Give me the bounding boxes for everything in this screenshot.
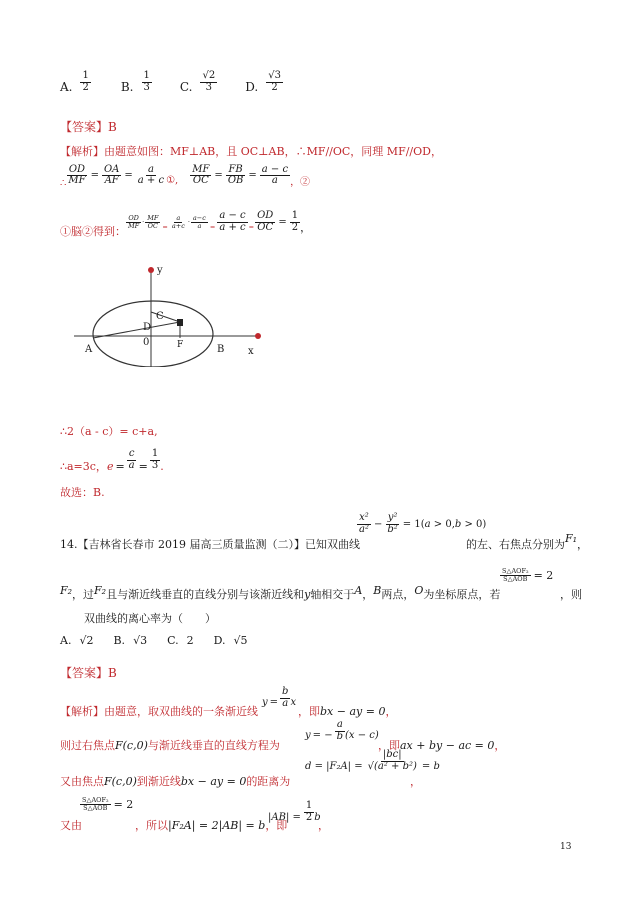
step2-frac2-den: 3	[151, 459, 159, 471]
a3-frac-den: √(a² + b²)	[367, 760, 417, 772]
eq3-small4-den: a	[197, 221, 202, 230]
q14-line2	[60, 586, 500, 602]
a4-frac-den: 2	[305, 811, 313, 823]
eq2-frac1-num: MF	[192, 163, 210, 175]
q14-ratio	[500, 568, 553, 583]
choice-a-label: A.	[60, 80, 73, 94]
q14-line2c: 轴相交于	[310, 588, 355, 601]
eq1-equals-1: =	[90, 170, 99, 181]
eq2-frac1-den: OC	[192, 175, 209, 186]
q14-a4-end: ，	[318, 819, 329, 832]
eq3-small2-den: OC	[147, 221, 158, 230]
q14-b: B	[373, 584, 382, 597]
therefore-symbol: ∴	[60, 178, 67, 189]
eq2-equals-2: =	[248, 170, 257, 181]
q14-a1-rest	[298, 703, 396, 719]
q14-a3	[60, 773, 290, 789]
a4-frac-num: 1	[305, 800, 313, 811]
y-axis-arrow-dot	[148, 267, 154, 273]
step2-frac1-num: c	[128, 448, 135, 459]
q14-choice-a-label: A.	[60, 634, 72, 647]
curve-y-den: b²	[387, 523, 398, 535]
a2-frac-den: b	[336, 730, 343, 742]
q14-prefix: 14.【吉林省长春市 2019 届高三质量监测（二）】已知双曲线	[60, 538, 360, 551]
step2-eq-1: =	[115, 459, 125, 473]
eq2-frac2-den: OB	[227, 175, 244, 186]
eq2-tag: ，②	[290, 177, 311, 188]
q14-line1-tail-text: 的左、右焦点分别为	[466, 538, 565, 551]
eq3-small3	[170, 215, 187, 230]
q13-step2	[60, 446, 164, 474]
eq2-equals-1: =	[214, 170, 223, 181]
q14-ratio-num: S△AOF₂	[502, 567, 529, 575]
choice-a-fraction	[80, 71, 90, 93]
q14-a1-math	[262, 687, 296, 709]
q14-line2e: 为坐标原点，若	[423, 588, 501, 601]
step2-tail: .	[160, 459, 164, 473]
eq3-big2	[255, 211, 275, 233]
step2-frac1	[127, 449, 137, 471]
q14-a3-text2: 到渐近线	[136, 775, 181, 788]
a3-frac-num: |bc|	[382, 749, 402, 760]
q14-a4-text2: ，所以	[135, 819, 168, 832]
curve-x-frac	[357, 513, 371, 535]
q14-a4-rest	[135, 817, 287, 833]
q13-analysis-text: 由题意如图：MF⊥AB，且 OC⊥AB，∴MF//OC，同理 MF//OD，	[104, 145, 442, 158]
q14-line2b: 且与渐近线垂直的直线分别与该渐近线和	[106, 588, 305, 601]
q13-eq-line1	[60, 162, 310, 189]
step2-pre: ∴a=3c，	[60, 460, 107, 473]
a1-eq: =	[269, 696, 279, 708]
a2-eq: = −	[312, 729, 333, 741]
eq3-dot-1: ·	[142, 218, 145, 226]
q14-f2-b: F₂	[94, 584, 107, 597]
q14-o: O	[414, 584, 424, 597]
q14-f2-a: F₂	[60, 584, 73, 597]
q14-a1-end: ，	[385, 705, 397, 718]
q14-a3-math2: bx − ay = 0	[180, 775, 247, 788]
eq1-frac2-den: AF	[104, 175, 119, 186]
curve-x-num: x²	[359, 512, 369, 523]
eq3-small3-num: a	[176, 213, 181, 222]
a2-frac	[335, 720, 345, 742]
a4-frac	[304, 801, 314, 823]
q14-a4-text3: ，即	[265, 819, 288, 832]
eq3-big3-den: 2	[291, 221, 299, 233]
step2-frac1-den: a	[128, 459, 135, 471]
q14-a3-math: F(c,0)	[104, 775, 137, 788]
eq1-frac1-den: MF	[68, 175, 86, 186]
a1-frac	[280, 687, 290, 709]
label-y: y	[157, 265, 163, 276]
q13-conclusion: 故选：B.	[60, 486, 105, 499]
q14-ratio-eq: = 2	[533, 568, 554, 582]
eq3-big3	[290, 211, 300, 233]
q14-choice-d-val: √5	[233, 634, 248, 647]
eq3-big2-num: OD	[257, 210, 274, 221]
q14-choice-c-val: 2	[186, 634, 194, 647]
q14-line3: 双曲线的离心率为（ ）	[84, 612, 216, 625]
q14-a2-math3: ax + by − ac = 0	[400, 739, 495, 752]
a4-ratio-eq: = 2	[113, 797, 134, 811]
q14-line2a: ，过	[72, 588, 95, 601]
step2-e: e	[106, 459, 114, 473]
eq1-frac2	[102, 165, 121, 187]
q14-a1	[60, 703, 258, 719]
q14-a4-ratio	[80, 797, 133, 812]
a2-paren: (x − c)	[345, 729, 379, 741]
eq3-small-eq-1: =	[162, 223, 168, 231]
q14-a2-math: F(c,0)	[115, 739, 148, 752]
a2-frac-num: a	[336, 719, 343, 730]
step2-frac2	[150, 449, 160, 471]
choice-c-num: √2	[202, 70, 216, 81]
ellipse-curve	[93, 301, 213, 367]
eq3-small4	[191, 215, 208, 230]
q14-line2f: ，则	[560, 588, 582, 601]
eq2-frac3-num: a − c	[261, 163, 289, 175]
choice-d-den: 2	[271, 81, 278, 93]
a4-ratio-num: S△AOF₂	[82, 796, 109, 804]
q14-choice-b-label: B.	[113, 634, 126, 647]
eq3-big1-num: a − c	[219, 210, 246, 221]
q13-choices	[60, 70, 283, 94]
a4-ratio-den: S△AOB	[83, 803, 108, 812]
curve-y-frac	[385, 513, 399, 535]
eq3-small3-den: a+c	[171, 221, 185, 230]
q14-f1: F₁	[565, 532, 578, 545]
q14-a4-text: 又由	[60, 819, 82, 832]
eq1-frac1-num: OD	[68, 163, 86, 175]
q14-choices	[60, 634, 248, 647]
q14-a2-text: 则过右焦点	[60, 739, 115, 752]
eq3-small-eq-3: =	[248, 223, 255, 231]
label-b: B	[217, 344, 225, 355]
eq2-frac3	[260, 165, 290, 187]
curve-rest: = 1(a > 0,b > 0)	[402, 518, 487, 530]
q14-a2-end: ，	[494, 739, 506, 752]
q13-eq-line3	[60, 205, 311, 239]
curve-y-num: y²	[387, 512, 398, 523]
eq2-frac1	[190, 165, 211, 187]
q13-analysis	[60, 143, 442, 159]
choice-c-fraction	[200, 71, 217, 93]
eq3-small2-num: MF	[147, 213, 159, 222]
eq2-frac2	[226, 165, 246, 187]
eq3-small2	[145, 215, 160, 230]
q14-a2-tail: ，即	[378, 739, 400, 752]
a4-b: b	[314, 811, 321, 823]
a1-x: x	[290, 696, 297, 708]
step2-eq-2: =	[138, 459, 148, 473]
a3-d: d = |F₂A| =	[305, 760, 363, 772]
eq3-small1	[126, 215, 141, 230]
q14-a1-text: 由题意，取双曲线的一条渐近线	[104, 705, 258, 718]
q14-y: y	[304, 588, 311, 601]
choice-b-num: 1	[143, 70, 150, 81]
eq1-frac2-num: OA	[103, 163, 120, 175]
q14-a4-math3	[268, 801, 321, 823]
q14-a2	[60, 737, 280, 753]
label-a: A	[85, 344, 93, 355]
curve-x-den: a²	[359, 523, 369, 535]
label-x: x	[248, 346, 254, 357]
q14-choice-c-label: C.	[167, 634, 179, 647]
q14-a1-math2: bx − ay = 0	[320, 705, 386, 718]
label-d: D	[143, 322, 152, 333]
q14-a3-math3	[305, 750, 440, 772]
a1-y: y	[262, 696, 268, 708]
eq3-small-eq-2: =	[209, 223, 216, 231]
q14-choice-a-val: √2	[79, 634, 94, 647]
eq3-big2-den: OC	[257, 221, 274, 233]
q14-ratio-den: S△AOB	[503, 574, 528, 583]
page-number: 13	[560, 842, 572, 852]
choice-c-label: C.	[179, 80, 193, 94]
q14-choice-b-val: √3	[133, 634, 148, 647]
a2-y: y	[305, 729, 311, 741]
eq3-dot-2: ·	[187, 218, 190, 226]
q14-line1-end: ，	[577, 538, 589, 551]
q14-a2-text2: 与渐近线垂直的直线方程为	[147, 739, 280, 752]
q14-line2d: 两点，	[381, 588, 415, 601]
eq3-big1-den: a + c	[219, 221, 246, 233]
eq3-small4-num: a−c	[192, 213, 206, 222]
eq3-small1-den: MF	[128, 221, 140, 230]
q14-line1-tail	[466, 532, 589, 552]
eq1-tag: ①,	[166, 175, 179, 186]
q14-a1-tail: ，即	[298, 705, 320, 718]
q14-ratio-frac	[500, 568, 531, 583]
x-axis-arrow-dot	[255, 333, 261, 339]
eq1-frac3-den: a + c	[137, 175, 165, 186]
eq2-frac2-num: FB	[228, 163, 243, 175]
a3-result: = b	[421, 760, 440, 772]
choice-d-fraction	[266, 71, 283, 93]
q14-a1-head: 【解析】	[60, 705, 104, 718]
eq2-frac3-den: a	[271, 175, 278, 186]
q14-curve	[357, 513, 486, 535]
a1-frac-num: b	[282, 686, 289, 697]
q14-a3-end: ，	[410, 775, 421, 788]
choice-b-label: B.	[120, 80, 134, 94]
ellipse-figure	[70, 262, 270, 367]
choice-d-label: D.	[245, 80, 259, 94]
eq3-small1-num: OD	[128, 213, 139, 222]
eq1-equals-2: =	[124, 170, 133, 181]
eq1-frac3-num: a	[147, 163, 154, 175]
label-o: 0	[143, 337, 150, 348]
q14-a3-text: 又由焦点	[60, 775, 104, 788]
q13-answer: 【答案】B	[60, 120, 117, 134]
choice-c-den: 3	[205, 81, 212, 93]
choice-d-num: √3	[268, 70, 281, 81]
choice-b-den: 3	[143, 81, 150, 93]
label-f: F	[177, 340, 184, 350]
q14-a3-text3: 的距离为	[246, 775, 291, 788]
a4-ab: |AB| =	[268, 811, 301, 823]
a1-frac-den: a	[282, 697, 289, 709]
q14-a: A	[354, 584, 363, 597]
eq3-big1	[217, 211, 247, 233]
eq3-equals: =	[278, 216, 287, 228]
choice-b-fraction	[142, 71, 152, 93]
step2-frac2-num: 1	[151, 448, 159, 459]
q14-a4-math2: |F₂A| = 2|AB| = b	[168, 819, 266, 832]
q14-comma: ，	[362, 588, 374, 601]
q14-a4	[60, 817, 82, 833]
a3-frac	[366, 750, 419, 772]
eq1-frac1	[66, 165, 87, 187]
q14-choice-d-label: D.	[213, 634, 226, 647]
q13-analysis-head: 【解析】	[60, 145, 104, 158]
choice-a-num: 1	[82, 70, 89, 81]
point-m	[177, 319, 183, 326]
q14-a2-math2	[305, 720, 379, 742]
choice-a-den: 2	[82, 81, 89, 93]
q14-answer: 【答案】B	[60, 666, 117, 680]
a4-ratio-frac	[80, 797, 111, 812]
eq1-frac3	[136, 165, 166, 187]
eq3-prefix: ①脳②得到：	[60, 225, 126, 238]
q13-step1: ∴2（a - c）= c+a,	[60, 425, 158, 438]
eq3-big3-num: 1	[291, 210, 299, 221]
label-c: C	[156, 311, 164, 322]
curve-minus: −	[373, 518, 383, 530]
eq3-tail: ，	[300, 221, 312, 234]
